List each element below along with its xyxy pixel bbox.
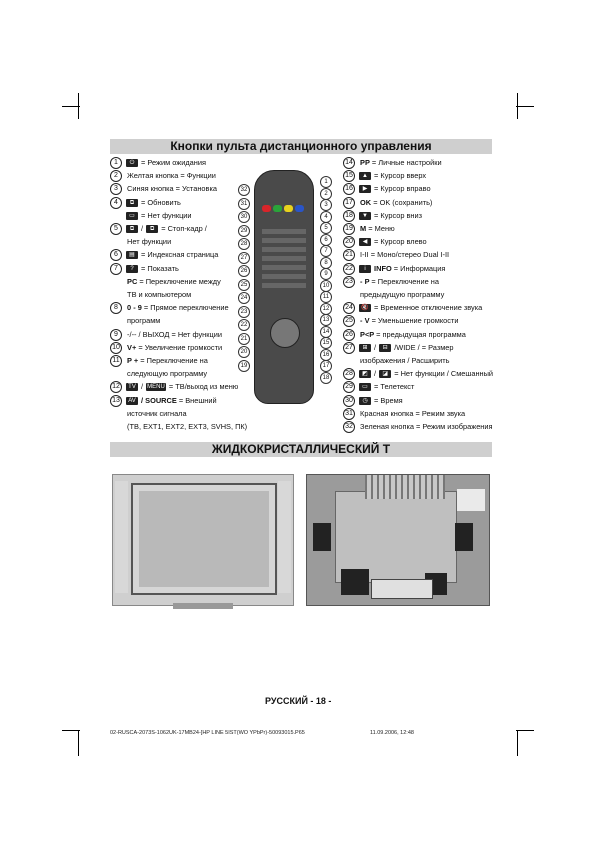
remote-callout: 1 bbox=[320, 176, 332, 188]
item-text: Синяя кнопка = Установка bbox=[125, 184, 217, 194]
item-number: 27 bbox=[343, 342, 355, 354]
remote-callout: 17 bbox=[320, 360, 332, 372]
remote-callout: 21 bbox=[238, 333, 250, 345]
left-item: 12 TV / MENU = ТВ/выход из меню bbox=[110, 381, 238, 393]
remote-callout: 7 bbox=[320, 245, 332, 257]
item-number: 21 bbox=[343, 249, 355, 261]
left-item bbox=[110, 342, 222, 354]
button-name: 0 - 9 bbox=[125, 303, 144, 313]
item-text: = Меню bbox=[368, 224, 395, 233]
crop-mark bbox=[516, 730, 534, 731]
item-text: = Режим ожидания bbox=[139, 158, 206, 167]
item-text: = Размер bbox=[419, 342, 454, 352]
item-text: = ТВ/выход из меню bbox=[166, 382, 239, 392]
right-item bbox=[343, 236, 427, 248]
item-number: 14 bbox=[343, 157, 355, 169]
remote-callout: 11 bbox=[320, 291, 332, 303]
item-number: 8 bbox=[110, 302, 122, 314]
tv-back-connectors bbox=[371, 579, 433, 599]
item-number: 16 bbox=[343, 183, 355, 195]
right-item bbox=[343, 329, 466, 341]
button-icon: ? bbox=[126, 265, 138, 273]
tv-back-label bbox=[457, 489, 485, 511]
item-text: следующую программу bbox=[125, 369, 208, 379]
left-item bbox=[110, 249, 218, 261]
item-text: = Курсор вправо bbox=[372, 184, 431, 194]
crop-mark bbox=[517, 93, 518, 119]
tv-speaker-right bbox=[278, 481, 291, 593]
remote-callout: 28 bbox=[238, 238, 250, 250]
button-name: V+ bbox=[125, 342, 139, 352]
remote-callout: 8 bbox=[320, 257, 332, 269]
section-header-remote: Кнопки пульта дистанционного управления bbox=[110, 139, 492, 154]
item-text: = Время bbox=[372, 395, 403, 405]
item-text: = Личные настройки bbox=[371, 158, 442, 167]
remote-callout: 23 bbox=[238, 306, 250, 318]
item-number: 26 bbox=[343, 329, 355, 341]
item-text: = Курсор вниз bbox=[372, 210, 423, 220]
tv-speaker-left bbox=[115, 481, 128, 593]
section-header-lcd: ЖИДКОКРИСТАЛЛИЧЕСКИЙ Т bbox=[110, 442, 492, 457]
remote-callout: 32 bbox=[238, 184, 250, 196]
item-text: = Нет функции bbox=[139, 210, 192, 220]
item-text: I-II = Моно/стерео Dual I-II bbox=[358, 250, 450, 260]
item-text: предыдущую программу bbox=[358, 290, 445, 299]
right-item bbox=[343, 315, 458, 327]
button-name: M bbox=[358, 224, 369, 233]
right-item bbox=[343, 170, 426, 182]
tv-front-image bbox=[112, 474, 294, 606]
item-text: (ТВ, EXT1, EXT2, EXT3, SVHS, ПК) bbox=[125, 422, 248, 431]
remote-callout: 2 bbox=[320, 188, 332, 200]
button-icon: MENU bbox=[147, 384, 165, 391]
tv-back-block-right bbox=[455, 523, 473, 551]
item-text: = Прямое переключение bbox=[143, 303, 229, 313]
left-item bbox=[110, 236, 171, 247]
button-name: P + bbox=[125, 356, 141, 365]
item-number: 2 bbox=[110, 170, 122, 182]
button-icon: TV bbox=[126, 383, 138, 391]
item-text: = OK (сохранить) bbox=[373, 197, 433, 207]
remote-callout: 6 bbox=[320, 234, 332, 246]
remote-callout: 27 bbox=[238, 252, 250, 264]
right-item bbox=[343, 197, 432, 209]
item-text: Зеленая кнопка = Режим изображения bbox=[358, 422, 493, 431]
left-item bbox=[110, 157, 206, 169]
button-name: PP bbox=[358, 158, 372, 167]
button-icon: ◷ bbox=[359, 397, 371, 405]
left-item bbox=[110, 368, 207, 379]
item-number: 24 bbox=[343, 302, 355, 314]
item-number: 1 bbox=[110, 157, 122, 169]
crop-mark bbox=[78, 93, 79, 119]
item-text: Красная кнопка = Режим звука bbox=[358, 408, 466, 418]
yellow-button bbox=[284, 205, 293, 212]
button-icon: ▲ bbox=[359, 172, 371, 180]
item-text: Желтая кнопка = Функции bbox=[125, 171, 216, 181]
right-item bbox=[343, 249, 449, 261]
button-icon: ▶ bbox=[359, 185, 371, 193]
remote-callout: 31 bbox=[238, 198, 250, 210]
item-number: 20 bbox=[343, 236, 355, 248]
remote-color-buttons bbox=[262, 205, 306, 213]
item-number: 22 bbox=[343, 263, 355, 275]
button-name: P<P bbox=[358, 329, 377, 339]
remote-callout: 22 bbox=[238, 319, 250, 331]
file-date: 11.09.2006, 12:48 bbox=[370, 730, 414, 736]
tv-screen bbox=[131, 483, 277, 595]
remote-callout: 30 bbox=[238, 211, 250, 223]
remote-callout: 24 bbox=[238, 292, 250, 304]
left-item bbox=[110, 421, 247, 432]
left-item bbox=[110, 289, 191, 300]
item-text: /WIDE / bbox=[392, 342, 420, 352]
button-icon: ◀ bbox=[359, 238, 371, 246]
remote-callout: 25 bbox=[238, 279, 250, 291]
remote-callout: 29 bbox=[238, 225, 250, 237]
item-text: = Увеличение громкости bbox=[138, 342, 223, 352]
item-text: изображения / Расширить bbox=[358, 356, 450, 365]
left-item bbox=[110, 170, 216, 182]
item-number: 32 bbox=[343, 421, 355, 433]
tv-back-image bbox=[306, 474, 490, 606]
item-text: = Внешний bbox=[178, 395, 217, 405]
remote-callout: 12 bbox=[320, 303, 332, 315]
item-text: = Переключение на bbox=[140, 356, 208, 365]
left-item bbox=[110, 263, 179, 275]
button-icon: ▼ bbox=[359, 212, 371, 220]
file-info: 02-RUSCA-2073S-1062UK-17MB24-[HP LINE 5IST(WO YPbPr)-50093015.P65 bbox=[110, 730, 305, 736]
remote-callout: 10 bbox=[320, 280, 332, 292]
left-item bbox=[110, 408, 187, 419]
item-text: = Курсор вверх bbox=[372, 171, 427, 181]
right-item bbox=[343, 276, 439, 288]
item-number: 15 bbox=[343, 170, 355, 182]
remote-keypad bbox=[262, 228, 306, 288]
right-item bbox=[343, 421, 493, 433]
green-button bbox=[273, 205, 282, 212]
item-number: 19 bbox=[343, 223, 355, 235]
item-number: 31 bbox=[343, 408, 355, 420]
button-icon: ⧉ bbox=[146, 225, 158, 233]
item-number: 3 bbox=[110, 183, 122, 195]
button-name: OK bbox=[358, 197, 374, 207]
right-item bbox=[343, 210, 422, 222]
button-name: - V bbox=[358, 316, 372, 326]
blue-button bbox=[295, 205, 304, 212]
item-number: 7 bbox=[110, 263, 122, 275]
left-item bbox=[110, 329, 222, 341]
item-text: = Информация bbox=[393, 263, 446, 273]
right-item bbox=[343, 408, 465, 420]
left-item bbox=[110, 302, 229, 314]
right-item: 27 ⊞ / ⊟ /WIDE / = Размер bbox=[343, 342, 454, 354]
remote-callout: 4 bbox=[320, 211, 332, 223]
remote-callout: 20 bbox=[238, 346, 250, 358]
left-item bbox=[110, 315, 160, 326]
right-item bbox=[343, 381, 414, 393]
left-item bbox=[110, 355, 208, 367]
button-icon: ⏻ bbox=[126, 159, 138, 167]
left-item: 5 ⧉ / ⧉ = Стоп-кадр / bbox=[110, 223, 207, 235]
item-number: 25 bbox=[343, 315, 355, 327]
item-text: программ bbox=[125, 316, 161, 326]
item-number: 12 bbox=[110, 381, 122, 393]
item-text: ТВ и компьютером bbox=[125, 290, 192, 299]
remote-callout: 18 bbox=[320, 372, 332, 384]
item-text: = Уменьшение громкости bbox=[371, 316, 459, 326]
remote-callout: 16 bbox=[320, 349, 332, 361]
right-item bbox=[343, 395, 403, 407]
remote-callout: 19 bbox=[238, 360, 250, 372]
item-text: = Курсор влево bbox=[372, 237, 427, 247]
left-item bbox=[110, 183, 217, 195]
right-item bbox=[343, 355, 450, 366]
button-name: PC bbox=[125, 276, 140, 286]
button-icon: ⊞ bbox=[359, 344, 371, 352]
button-icon: ⧉ bbox=[126, 225, 138, 233]
remote-callout: 14 bbox=[320, 326, 332, 338]
tv-stand bbox=[173, 603, 233, 609]
item-text: = Нет функции / Смешанный bbox=[392, 369, 494, 379]
right-item: 28 ◩ / ◪ = Нет функции / Смешанный bbox=[343, 368, 493, 380]
item-number: 10 bbox=[110, 342, 122, 354]
item-number: 6 bbox=[110, 249, 122, 261]
item-text: = Переключение между bbox=[139, 276, 221, 286]
page-number: РУССКИЙ - 18 - bbox=[265, 696, 332, 706]
item-number: 5 bbox=[110, 223, 122, 235]
item-text: = Индексная страница bbox=[139, 250, 219, 260]
item-text: = Временное отключение звука bbox=[372, 303, 483, 313]
button-icon: ▤ bbox=[126, 251, 138, 259]
button-icon: ⧉ bbox=[126, 199, 138, 207]
item-number: 17 bbox=[343, 197, 355, 209]
crop-mark bbox=[78, 730, 79, 756]
button-name: / SOURCE bbox=[139, 395, 179, 405]
crop-mark bbox=[517, 730, 518, 756]
right-item bbox=[343, 263, 445, 275]
item-number: 30 bbox=[343, 395, 355, 407]
item-text: = предыдущая программа bbox=[376, 329, 466, 339]
red-button bbox=[262, 205, 271, 212]
remote-callout: 13 bbox=[320, 314, 332, 326]
button-icon: ◪ bbox=[379, 370, 391, 378]
item-number: 28 bbox=[343, 368, 355, 380]
right-item bbox=[343, 289, 444, 300]
item-text: = Обновить bbox=[139, 197, 181, 207]
left-item bbox=[110, 197, 181, 209]
left-item bbox=[110, 210, 192, 221]
item-text: = Показать bbox=[139, 263, 179, 273]
remote-callout: 5 bbox=[320, 222, 332, 234]
button-icon: ◩ bbox=[359, 370, 371, 378]
tv-back-vent bbox=[365, 475, 445, 499]
item-number: 23 bbox=[343, 276, 355, 288]
right-item bbox=[343, 223, 395, 235]
button-icon: i bbox=[359, 265, 371, 273]
button-icon: 🔇 bbox=[359, 304, 371, 312]
remote-callout: 3 bbox=[320, 199, 332, 211]
item-number: 11 bbox=[110, 355, 122, 367]
left-item bbox=[110, 276, 221, 287]
button-icon: AV bbox=[126, 397, 138, 405]
item-number: 29 bbox=[343, 381, 355, 393]
remote-callout: 26 bbox=[238, 265, 250, 277]
button-icon: ⊟ bbox=[379, 344, 391, 352]
item-text: -/-- / ВЫХОД = Нет функции bbox=[125, 329, 222, 339]
item-number: 9 bbox=[110, 329, 122, 341]
item-text: = Переключение на bbox=[371, 276, 439, 286]
remote-callout: 15 bbox=[320, 337, 332, 349]
item-text: = Стоп-кадр / bbox=[159, 224, 207, 233]
item-number: 13 bbox=[110, 395, 122, 407]
button-icon: ▭ bbox=[359, 383, 371, 391]
left-item bbox=[110, 395, 217, 407]
right-item bbox=[343, 157, 442, 169]
tv-back-block-left bbox=[313, 523, 331, 551]
tv-back-speaker-left bbox=[341, 569, 369, 595]
item-text: источник сигнала bbox=[125, 408, 187, 418]
button-name: - P bbox=[358, 276, 372, 286]
button-name: INFO bbox=[372, 263, 394, 273]
button-icon: ▭ bbox=[126, 212, 138, 220]
remote-callout: 9 bbox=[320, 268, 332, 280]
remote-dpad bbox=[270, 318, 300, 348]
item-text: Нет функции bbox=[125, 237, 172, 247]
item-number: 18 bbox=[343, 210, 355, 222]
item-text: = Телетекст bbox=[372, 382, 415, 392]
crop-mark bbox=[516, 106, 534, 107]
right-item bbox=[343, 183, 431, 195]
item-number: 4 bbox=[110, 197, 122, 209]
right-item bbox=[343, 302, 482, 314]
